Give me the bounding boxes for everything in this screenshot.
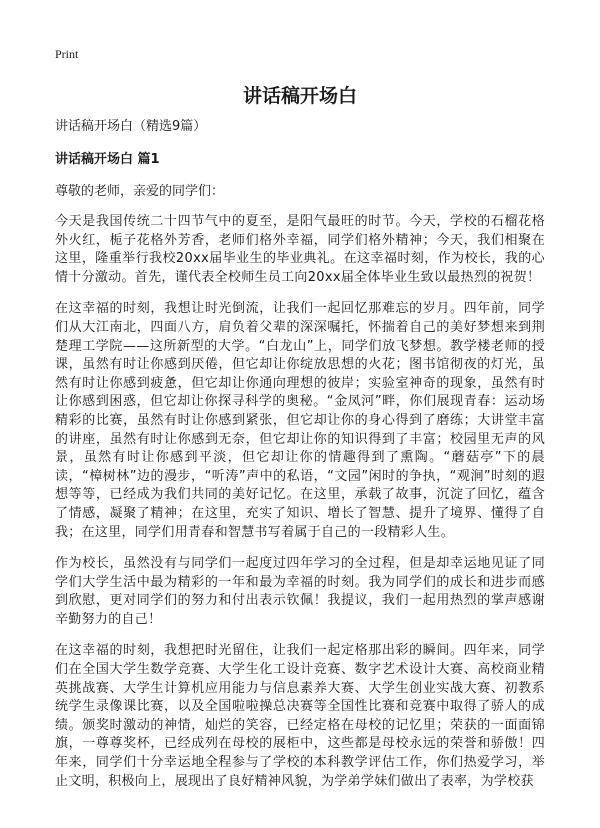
paragraph-2: 在这幸福的时刻，我想让时光倒流，让我们一起回忆那难忘的岁月。四年前，同学们从大江南北，四面八方，肩负着父辈的深深嘱托，怀揣着自己的美好梦想来到荆楚理工学院——这所新型的大学。“白龙山”上，同学们放飞梦想。教学楼老师的授课，虽然有时让你感到厌倦，但它却让你绽放思想的火花；图书馆彻夜的灯光，虽然有时让你感到疲惫，但它却让你通向理想的彼岸；实验室神奇的现象，虽然有时让你感到困惑，但它却让你探寻科学的奥秘。“金凤河”畔，你们展现青春：运动场精彩的比赛，虽然有时让你感到紧张，但它却让你的身心得到了磨练；大讲堂丰富的讲座，虽然有时让你感到无奈，但它却让你的知识得到了丰富；校园里无声的风景，虽然有时让你感到平淡，但它却让你的情趣得到了熏陶。“蘑菇亭”下的晨读，“樟树林”边的漫步，“听涛”声中的私语，“文园”闲时的争执，“观涧”时刻的遐想等等，已经成为我们共同的美好记忆。在这里，承载了故事，沉淀了回忆，蕴含了情感，凝聚了精神；在这里，充实了知识、增长了智慧、提升了境界、懂得了自我；在这里，同学们用青春和智慧书写着属于自己的一段精彩人生。 <box>55 301 545 540</box>
paragraph-1: 今天是我国传统二十四节气中的夏至，是阳气最旺的时节。今天，学校的石榴花格外火红，栀子花格外芳香，老师们格外幸福，同学们格外精神；今天，我们相聚在这里，隆重举行我校20xx届毕业生的毕业典礼。在这幸福时刻，作为校长，我的心情十分激动。首先，谨代表全校师生员工向20xx届全体毕业生致以最热烈的祝贺！ <box>55 214 545 285</box>
paragraph-3: 作为校长，虽然没有与同学们一起度过四年学习的全过程，但是却幸运地见证了同学们大学生活中最为精彩的一年和最为幸福的时刻。我为同学们的成长和进步而感到欣慰，更对同学们的努力和付出表示钦佩！我提议，我们一起用热烈的掌声感谢辛勤努力的自己！ <box>55 556 545 627</box>
section-title: 讲话稿开场白 篇1 <box>55 152 160 167</box>
greeting-line: 尊敬的老师，亲爱的同学们： <box>55 184 225 199</box>
page-title: 讲话稿开场白 <box>242 85 357 107</box>
paragraph-4: 在这幸福的时刻，我想把时光留住，让我们一起定格那出彩的瞬间。四年来，同学们在全国大学生数学竞赛、大学生化工设计竞赛、数字艺术设计大赛、高校商业精英挑战赛、大学生计算机应用能力与信息素养大赛、大学生创业实战大赛、初教系统学生录像课比赛，以及全国啦啦操总决赛等全国性比赛和竞赛中取得了骄人的成绩。颁奖时激动的神情，灿烂的笑容，已经定格在母校的记忆里；荣获的一面面锦旗，一尊尊奖杯，已经成列在母校的展柜中，这些都是母校永远的荣誉和骄傲！四年来，同学们十分幸运地全程参与了学校的本科教学评估工作，你们热爱学习，举止文明，积极向上，展现出了良好精神风貌，为学弟学妹们做出了表率，为学校获 <box>55 643 545 789</box>
print-link[interactable]: Print <box>55 47 79 61</box>
document-subtitle: 讲话稿开场白（精选9篇） <box>55 119 207 134</box>
speech-body <box>55 213 545 804</box>
